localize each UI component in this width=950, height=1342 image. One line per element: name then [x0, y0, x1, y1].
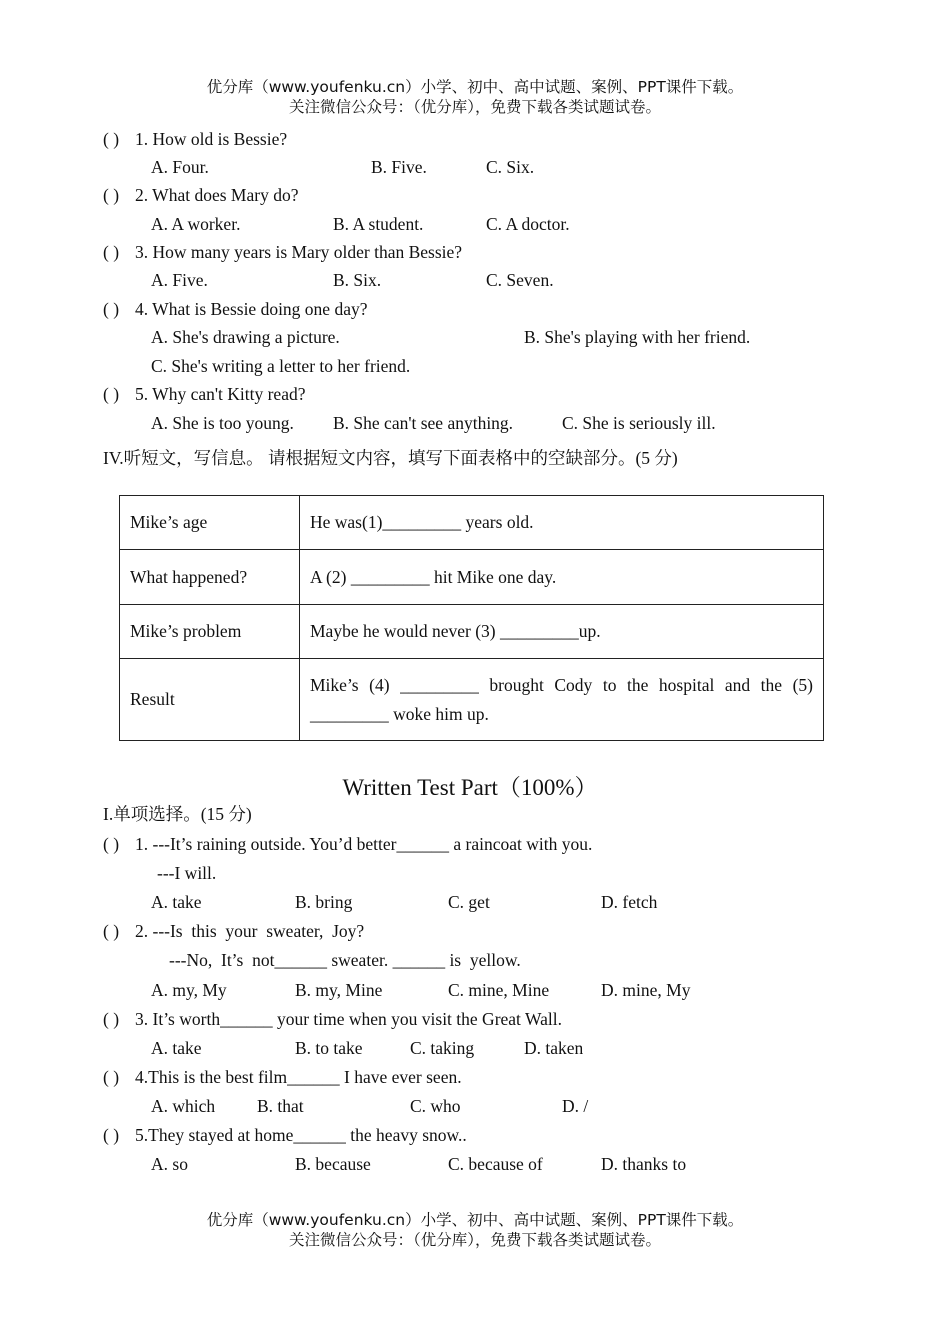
- option-c: C. She is seriously ill.: [562, 413, 716, 433]
- question-stem: 4.This is the best film______ I have ever seen.: [135, 1067, 462, 1087]
- option-b: B. Six.: [333, 270, 382, 290]
- question-4: [103, 299, 367, 320]
- question-stem: 4. What is Bessie doing one day?: [135, 299, 368, 319]
- question-5: [103, 384, 305, 405]
- written-test-title: Written Test Part（100%）: [342, 775, 598, 800]
- option-a: A. which: [151, 1096, 216, 1116]
- question-stem: 1. How old is Bessie?: [135, 129, 288, 149]
- info-table: [119, 495, 824, 741]
- question-stem: 5. Why can't Kitty read?: [135, 384, 306, 404]
- answer-blank[interactable]: ( ): [103, 1125, 120, 1145]
- option-d: D. mine, My: [601, 980, 691, 1000]
- written-question-3: [103, 1009, 562, 1030]
- table-content[interactable]: Mike’s (4) _________ brought Cody to the hospital and the (5) _________ woke him up.: [300, 659, 824, 741]
- written-question-1: [103, 834, 592, 855]
- answer-blank[interactable]: ( ): [103, 1067, 120, 1087]
- table-row: [120, 496, 824, 550]
- question-stem: 5.They stayed at home______ the heavy snow..: [135, 1125, 467, 1145]
- page-footer-line1: 优分库（www.youfenku.cn）小学、初中、高中试题、案例、PPT课件下载。: [206, 1211, 744, 1229]
- option-c: C. taking: [410, 1038, 475, 1058]
- option-c: C. Seven.: [486, 270, 554, 290]
- answer-blank[interactable]: ( ): [103, 242, 120, 262]
- option-a: A. A worker.: [151, 214, 241, 234]
- question-stem: 1. ---It’s raining outside. You’d better______ a raincoat with you.: [135, 834, 593, 854]
- table-label: Mike’s age: [120, 496, 300, 550]
- option-d: D. /: [562, 1096, 589, 1116]
- option-a: A. She is too young.: [151, 413, 294, 433]
- option-c: C. because of: [448, 1154, 543, 1174]
- option-a: A. Four.: [151, 157, 209, 177]
- option-b: B. She's playing with her friend.: [524, 327, 751, 347]
- answer-blank[interactable]: ( ): [103, 129, 120, 149]
- table-content[interactable]: Maybe he would never (3) _________up.: [300, 605, 824, 659]
- written-question-2: [103, 921, 364, 942]
- option-d: D. taken: [524, 1038, 584, 1058]
- option-c: C. who: [410, 1096, 461, 1116]
- written-section-heading: I.单项选择。(15 分): [103, 804, 252, 824]
- option-b: B. She can't see anything.: [333, 413, 514, 433]
- table-row: [120, 659, 824, 741]
- section-4-heading: [103, 445, 678, 470]
- page-header-line1: 优分库（www.youfenku.cn）小学、初中、高中试题、案例、PPT课件下载。: [206, 78, 744, 96]
- option-a: A. my, My: [151, 980, 227, 1000]
- question-stem-reply: ---No, It’s not______ sweater. ______ is yellow.: [169, 950, 521, 970]
- option-c: C. Six.: [486, 157, 535, 177]
- option-d: D. thanks to: [601, 1154, 687, 1174]
- table-content[interactable]: He was(1)_________ years old.: [300, 496, 824, 550]
- answer-blank[interactable]: ( ): [103, 185, 120, 205]
- question-3: [103, 242, 462, 263]
- answer-blank[interactable]: ( ): [103, 1009, 120, 1029]
- question-stem-reply: ---I will.: [157, 863, 217, 883]
- option-c: C. get: [448, 892, 490, 912]
- option-b: B. because: [295, 1154, 371, 1174]
- section-4-heading-text: IV.听短文，写信息。 请根据短文内容，填写下面表格中的空缺部分。(5 分): [103, 448, 678, 468]
- table-label: What happened?: [120, 550, 300, 605]
- written-question-5: [103, 1125, 467, 1146]
- question-1: [103, 129, 287, 150]
- answer-blank[interactable]: ( ): [103, 384, 120, 404]
- option-c: C. She's writing a letter to her friend.: [151, 356, 411, 376]
- option-d: D. fetch: [601, 892, 658, 912]
- table-row: [120, 550, 824, 605]
- option-a: A. She's drawing a picture.: [151, 327, 340, 347]
- option-b: B. my, Mine: [295, 980, 383, 1000]
- question-stem: 3. It’s worth______ your time when you visit the Great Wall.: [135, 1009, 562, 1029]
- option-b: B. bring: [295, 892, 353, 912]
- question-stem: 2. What does Mary do?: [135, 185, 299, 205]
- answer-blank[interactable]: ( ): [103, 834, 120, 854]
- option-a: A. take: [151, 892, 202, 912]
- question-2: [103, 185, 298, 206]
- written-question-4: [103, 1067, 462, 1088]
- question-stem: 3. How many years is Mary older than Bessie?: [135, 242, 463, 262]
- option-a: A. Five.: [151, 270, 208, 290]
- option-c: C. mine, Mine: [448, 980, 550, 1000]
- option-c: C. A doctor.: [486, 214, 570, 234]
- question-stem: 2. ---Is this your sweater, Joy?: [135, 921, 365, 941]
- option-b: B. that: [257, 1096, 304, 1116]
- table-content[interactable]: A (2) _________ hit Mike one day.: [300, 550, 824, 605]
- answer-blank[interactable]: ( ): [103, 921, 120, 941]
- table-label: Mike’s problem: [120, 605, 300, 659]
- option-b: B. A student.: [333, 214, 424, 234]
- option-a: A. so: [151, 1154, 188, 1174]
- option-b: B. Five.: [371, 157, 427, 177]
- table-label: Result: [120, 659, 300, 741]
- page-header-line2: 关注微信公众号：（优分库），免费下载各类试题试卷。: [288, 98, 661, 116]
- option-a: A. take: [151, 1038, 202, 1058]
- table-row: [120, 605, 824, 659]
- option-b: B. to take: [295, 1038, 363, 1058]
- page-footer-line2: 关注微信公众号：（优分库），免费下载各类试题试卷。: [288, 1231, 661, 1249]
- answer-blank[interactable]: ( ): [103, 299, 120, 319]
